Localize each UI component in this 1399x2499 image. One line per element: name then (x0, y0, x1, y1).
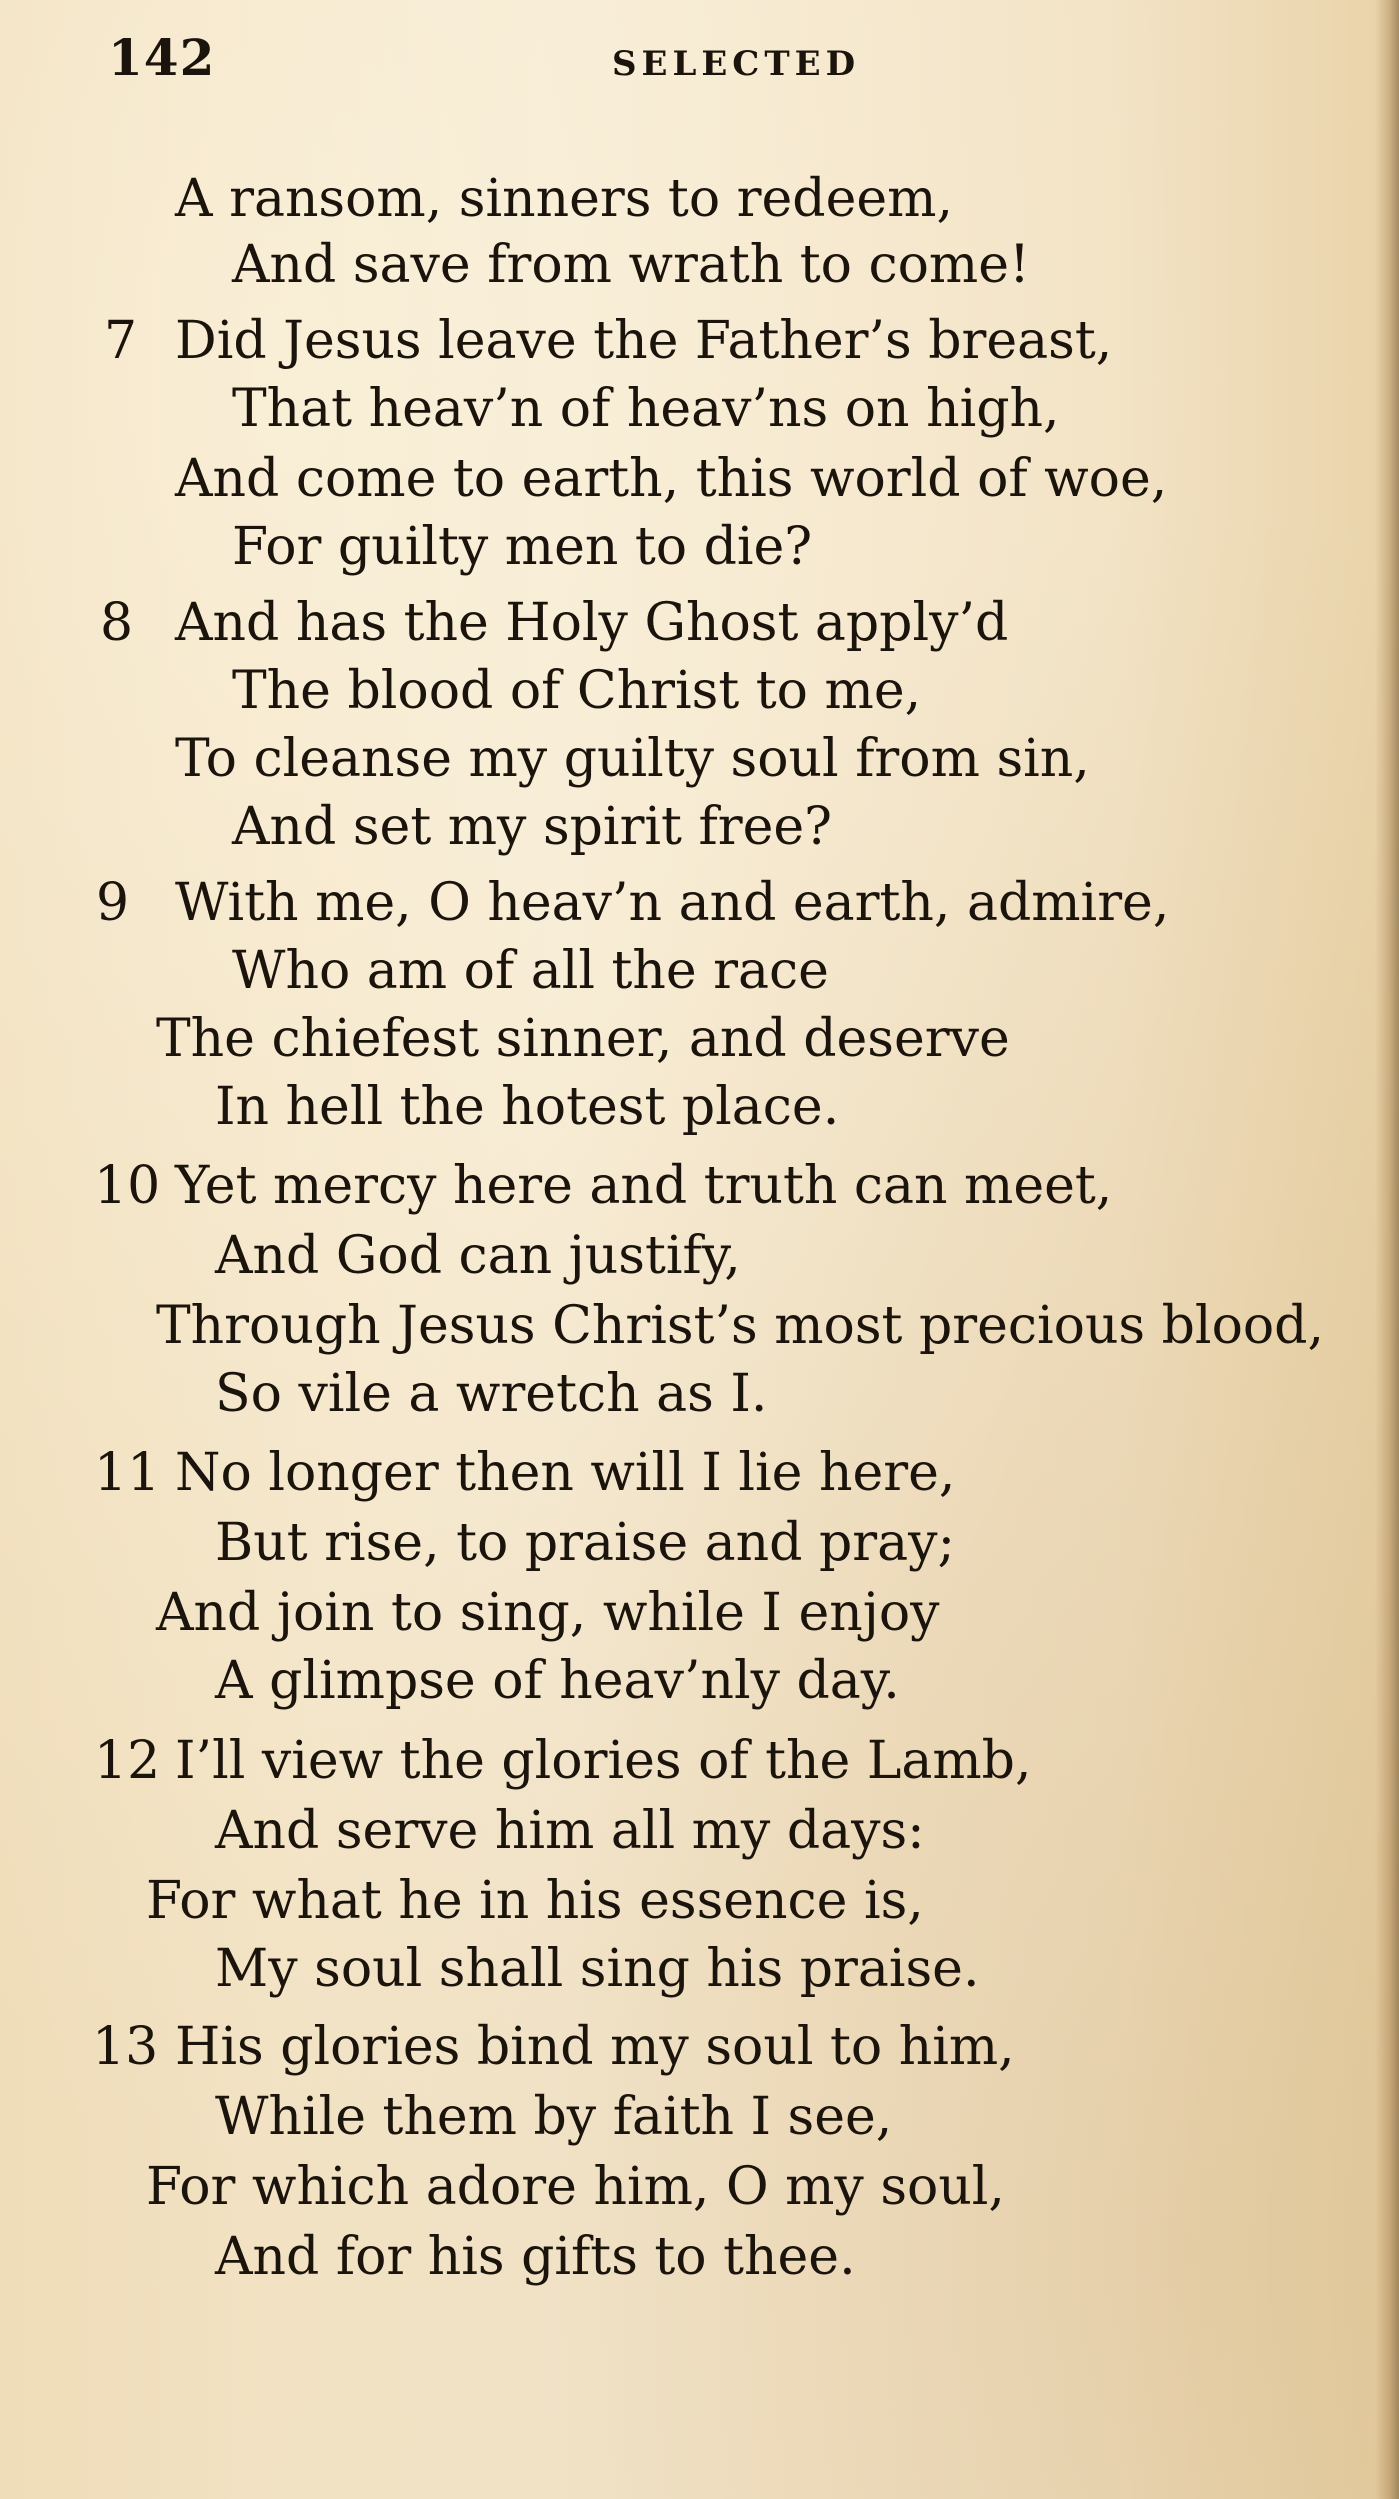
verse-line: And join to sing, while I enjoy (156, 1583, 940, 1643)
verse-number: 10 (94, 1156, 161, 1216)
verse-line: And God can justify, (215, 1226, 741, 1286)
verse-line: Yet mercy here and truth can meet, (175, 1156, 1113, 1216)
verse-line: In hell the hotest place. (215, 1077, 840, 1137)
verse-number: 12 (94, 1731, 161, 1791)
verse-line: Through Jesus Christ’s most precious blood, (156, 1296, 1324, 1356)
page-edge-shadow (1375, 0, 1399, 2499)
verse-number: 13 (92, 2017, 159, 2077)
verse-line: For what he in his essence is, (146, 1871, 924, 1931)
verse-line: So vile a wretch as I. (215, 1364, 768, 1424)
verse-line: To cleanse my guilty soul from sin, (175, 729, 1090, 789)
verse-line: Who am of all the race (232, 941, 829, 1001)
verse-number: 11 (94, 1443, 161, 1503)
verse-line: The blood of Christ to me, (232, 661, 922, 721)
verse-line: And serve him all my days: (215, 1801, 925, 1861)
verse-line: I’ll view the glories of the Lamb, (175, 1731, 1032, 1791)
verse-line: A ransom, sinners to redeem, (175, 169, 953, 229)
verse-number: 7 (104, 311, 138, 371)
verse-line: And set my spirit free? (232, 797, 833, 857)
page-number: 142 (108, 28, 216, 87)
verse-line: For which adore him, O my soul, (146, 2157, 1005, 2217)
verse-line: Did Jesus leave the Father’s breast, (175, 311, 1113, 371)
running-head: SELECTED (612, 44, 861, 84)
verse-line: With me, O heav’n and earth, admire, (175, 873, 1170, 933)
verse-number: 8 (100, 593, 134, 653)
verse-line: And has the Holy Ghost apply’d (175, 593, 1009, 653)
verse-line: The chiefest sinner, and deserve (156, 1009, 1010, 1069)
verse-number: 9 (96, 873, 130, 933)
verse-line: No longer then will I lie here, (175, 1443, 956, 1503)
verse-line: But rise, to praise and pray; (215, 1513, 955, 1573)
verse-line: That heav’n of heav’ns on high, (232, 379, 1060, 439)
verse-line: While them by faith I see, (215, 2087, 893, 2147)
verse-line: And save from wrath to come! (232, 235, 1030, 295)
verse-line: My soul shall sing his praise. (215, 1939, 980, 1999)
page-header (0, 28, 1399, 98)
verse-line: And for his gifts to thee. (215, 2227, 856, 2287)
verse-line: For guilty men to die? (232, 517, 813, 577)
verse-line: A glimpse of heav’nly day. (215, 1651, 900, 1711)
verse-line: His glories bind my soul to him, (175, 2017, 1015, 2077)
verse-line: And come to earth, this world of woe, (175, 449, 1168, 509)
